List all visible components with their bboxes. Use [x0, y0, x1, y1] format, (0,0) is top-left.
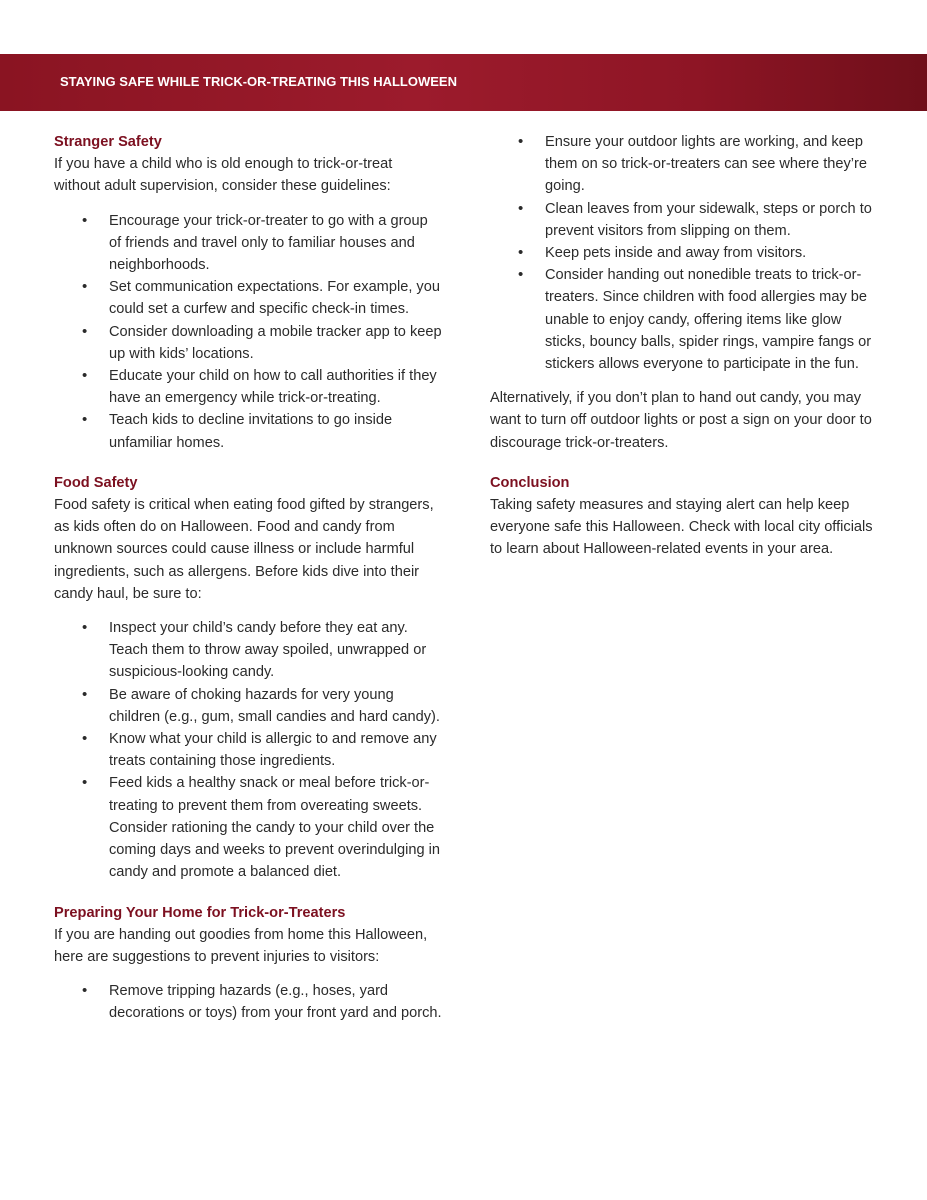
right-column [490, 131, 882, 561]
section-intro: If you are handing out goodies from home this Halloween, here are suggestions to prevent injuries to visitors: [54, 926, 428, 965]
section-heading: Food Safety [54, 474, 138, 491]
header-banner [0, 54, 927, 111]
list-item: • Encourage your trick-or-treater to go with a group of friends and travel only to familiar houses and neighborhoods. [54, 210, 442, 277]
section-heading: Preparing Your Home for Trick-or-Treaters [54, 904, 346, 921]
list-item: • Set communication expectations. For example, you could set a curfew and specific check-in times. [54, 276, 442, 320]
bullet-list [490, 131, 882, 375]
bullet-list [54, 210, 442, 454]
food-safety-section [54, 472, 442, 884]
bullet-list [54, 617, 442, 883]
bullet-list [54, 980, 442, 1024]
list-item: • Ensure your outdoor lights are working, and keep them on so trick-or-treaters can see where they’re going. [490, 131, 882, 198]
list-item: • Clean leaves from your sidewalk, steps or porch to prevent visitors from slipping on them. [490, 198, 882, 242]
list-item: • Keep pets inside and away from visitors. [490, 242, 882, 264]
list-item: • Be aware of choking hazards for very young children (e.g., gum, small candies and hard candy). [54, 684, 442, 728]
list-item: • Know what your child is allergic to and remove any treats containing those ingredients. [54, 728, 442, 772]
list-item: • Consider downloading a mobile tracker app to keep up with kids’ locations. [54, 321, 442, 365]
stranger-safety-section [54, 131, 442, 454]
preparing-home-section [54, 902, 442, 1025]
section-heading: Conclusion [490, 474, 570, 491]
conclusion-section [490, 472, 882, 561]
alternative-paragraph: Alternatively, if you don’t plan to hand out candy, you may want to turn off outdoor lights or post a sign on your door to discourage trick-or-treaters. [490, 390, 872, 451]
list-item: • Feed kids a healthy snack or meal before trick-or-treating to prevent them from overeating sweets. Consider rationing the candy to your child over the coming days and weeks to prevent overindulging in candy and promote a balanced diet. [54, 772, 442, 883]
section-intro: Food safety is critical when eating food gifted by strangers, as kids often do on Halloween. Food and candy from unknown sources could cause illness or include harmful ingredients, such as allergens. Before kids dive into their candy haul, be sure to: [54, 497, 434, 602]
list-item: • Consider handing out nonedible treats to trick-or-treaters. Since children with food allergies may be unable to enjoy candy, offering items like glow sticks, bouncy balls, spider rings, vampire fangs or stickers allows everyone to participate in the fun. [490, 264, 882, 375]
section-intro: If you have a child who is old enough to trick-or-treat without adult supervision, consider these guidelines: [54, 156, 393, 195]
page-title: STAYING SAFE WHILE TRICK-OR-TREATING THIS HALLOWEEN [60, 74, 457, 89]
left-column [54, 131, 442, 1025]
conclusion-text: Taking safety measures and staying alert can help keep everyone safe this Halloween. Check with local city officials to learn about Halloween-related events in your area. [490, 497, 873, 558]
list-item: • Inspect your child’s candy before they eat any. Teach them to throw away spoiled, unwrapped or suspicious-looking candy. [54, 617, 442, 684]
list-item: • Remove tripping hazards (e.g., hoses, yard decorations or toys) from your front yard and porch. [54, 980, 442, 1024]
list-item: • Teach kids to decline invitations to go inside unfamiliar homes. [54, 409, 442, 453]
section-heading: Stranger Safety [54, 134, 162, 150]
list-item: • Educate your child on how to call authorities if they have an emergency while trick-or-treating. [54, 365, 442, 409]
